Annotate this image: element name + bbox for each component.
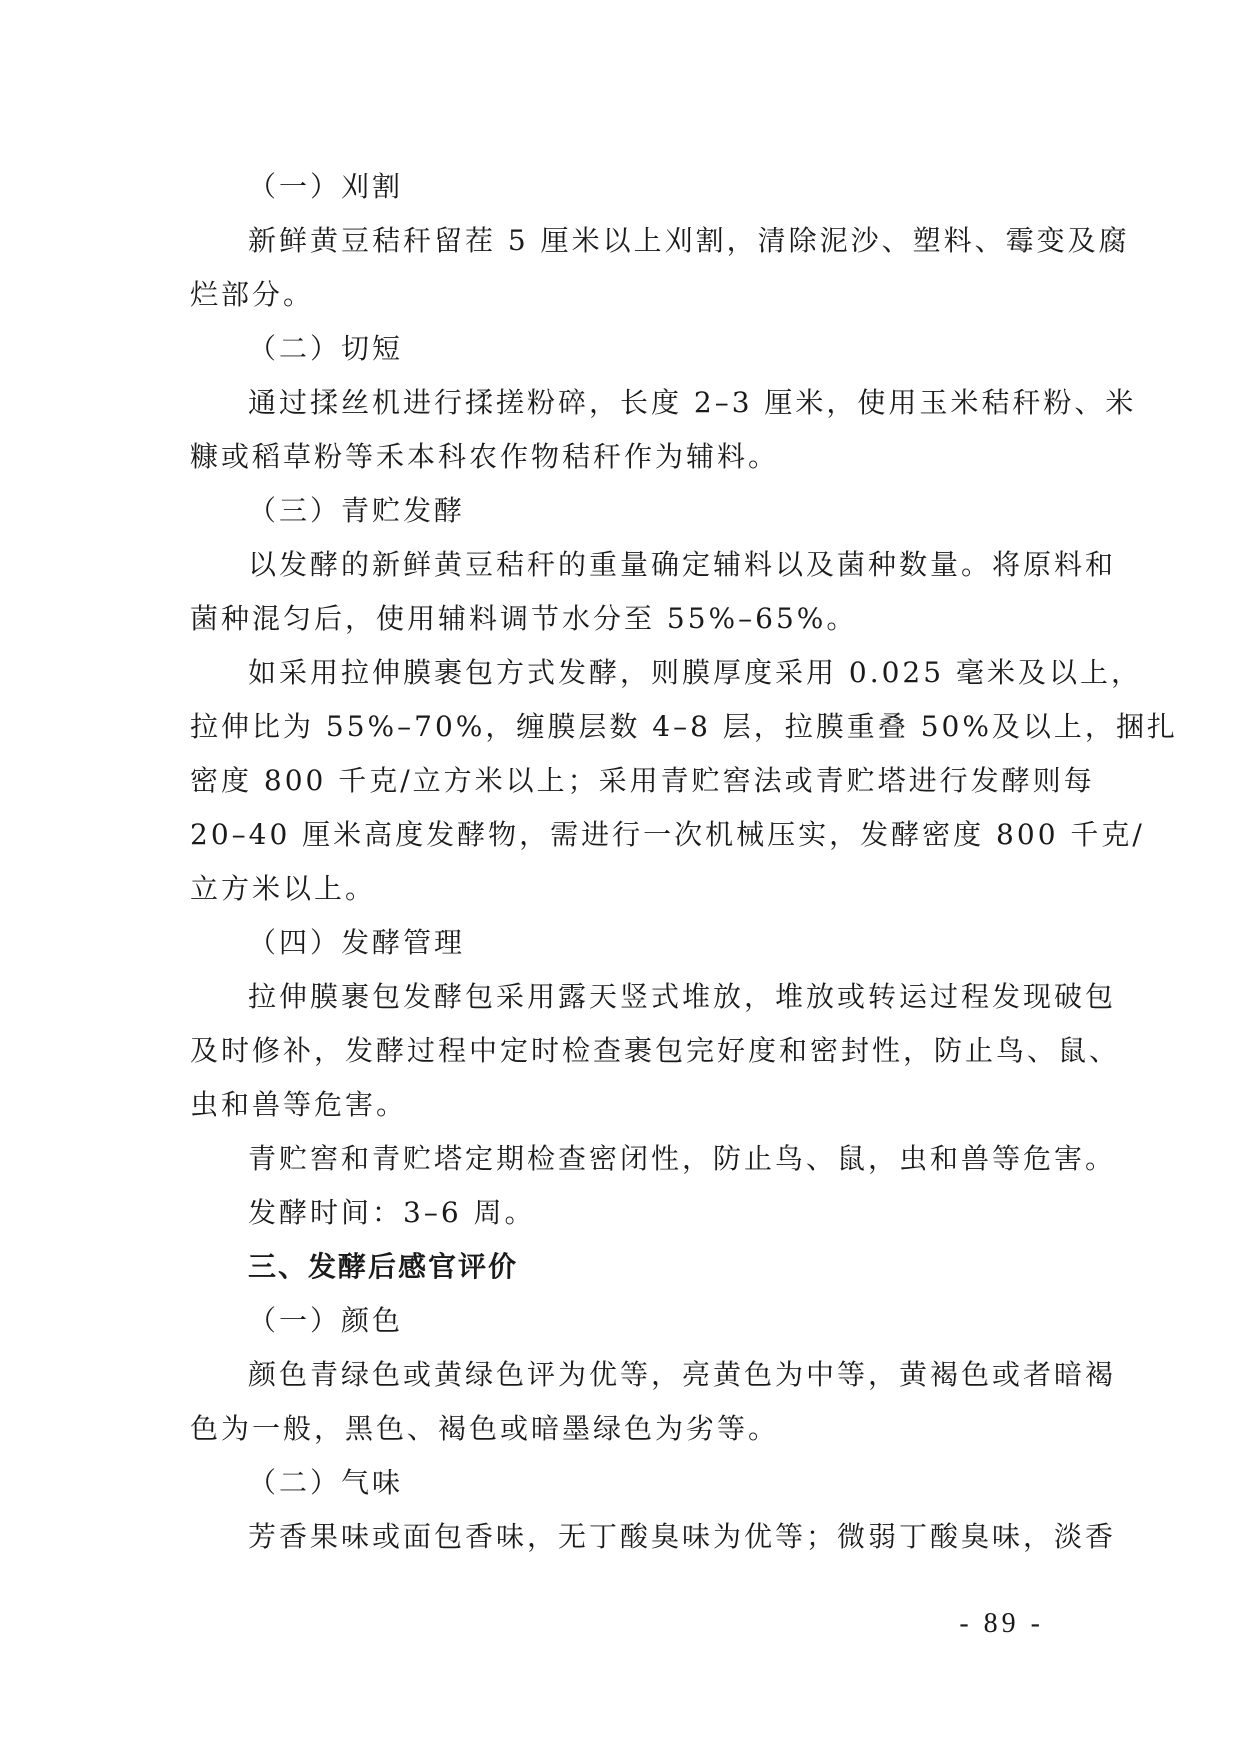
paragraph-line: 通过揉丝机进行揉搓粉碎，长度 2–3 厘米，使用玉米秸秆粉、米	[248, 386, 1137, 419]
paragraph-line: 色为一般，黑色、褐色或暗墨绿色为劣等。	[190, 1412, 780, 1445]
paragraph-line: 立方米以上。	[190, 872, 377, 905]
paragraph-line: 青贮窖和青贮塔定期检查密闭性，防止鸟、鼠，虫和兽等危害。	[248, 1142, 1117, 1175]
paragraph-line: 发酵时间：3–6 周。	[248, 1196, 536, 1229]
page-number: - 89 -	[959, 1608, 1044, 1639]
subheading-silage-fermentation: （三）青贮发酵	[248, 494, 466, 527]
paragraph-line: 糠或稻草粉等禾本科农作物秸秆作为辅料。	[190, 440, 780, 473]
subheading-fermentation-management: （四）发酵管理	[248, 926, 466, 959]
subheading-mowing: （一）刈割	[248, 170, 404, 203]
subheading-odor: （二）气味	[248, 1466, 404, 1499]
paragraph-line: 以发酵的新鲜黄豆秸秆的重量确定辅料以及菌种数量。将原料和	[248, 548, 1117, 581]
paragraph-line: 如采用拉伸膜裹包方式发酵，则膜厚度采用 0.025 毫米及以上，	[248, 656, 1142, 689]
section-heading-sensory-evaluation: 三、发酵后感官评价	[248, 1250, 519, 1283]
paragraph-line: 新鲜黄豆秸秆留茬 5 厘米以上刈割，清除泥沙、塑料、霉变及腐	[248, 224, 1130, 257]
paragraph-line: 及时修补，发酵过程中定时检查裹包完好度和密封性，防止鸟、鼠、	[190, 1034, 1121, 1067]
paragraph-line: 拉伸膜裹包发酵包采用露天竖式堆放，堆放或转运过程发现破包	[248, 980, 1117, 1013]
paragraph-line: 颜色青绿色或黄绿色评为优等，亮黄色为中等，黄褐色或者暗褐	[248, 1358, 1117, 1391]
paragraph-line: 菌种混匀后，使用辅料调节水分至 55%–65%。	[190, 602, 858, 635]
paragraph-line: 拉伸比为 55%–70%，缠膜层数 4–8 层，拉膜重叠 50%及以上，捆扎	[190, 710, 1178, 743]
paragraph-line: 芳香果味或面包香味，无丁酸臭味为优等；微弱丁酸臭味，淡香	[248, 1520, 1117, 1553]
paragraph-line: 密度 800 千克/立方米以上；采用青贮窖法或青贮塔进行发酵则每	[190, 764, 1095, 797]
paragraph-line: 虫和兽等危害。	[190, 1088, 408, 1121]
paragraph-line: 烂部分。	[190, 278, 315, 311]
subheading-color: （一）颜色	[248, 1304, 404, 1337]
subheading-cutting: （二）切短	[248, 332, 404, 365]
paragraph-line: 20–40 厘米高度发酵物，需进行一次机械压实，发酵密度 800 千克/	[190, 818, 1145, 851]
document-body	[190, 160, 1178, 1564]
